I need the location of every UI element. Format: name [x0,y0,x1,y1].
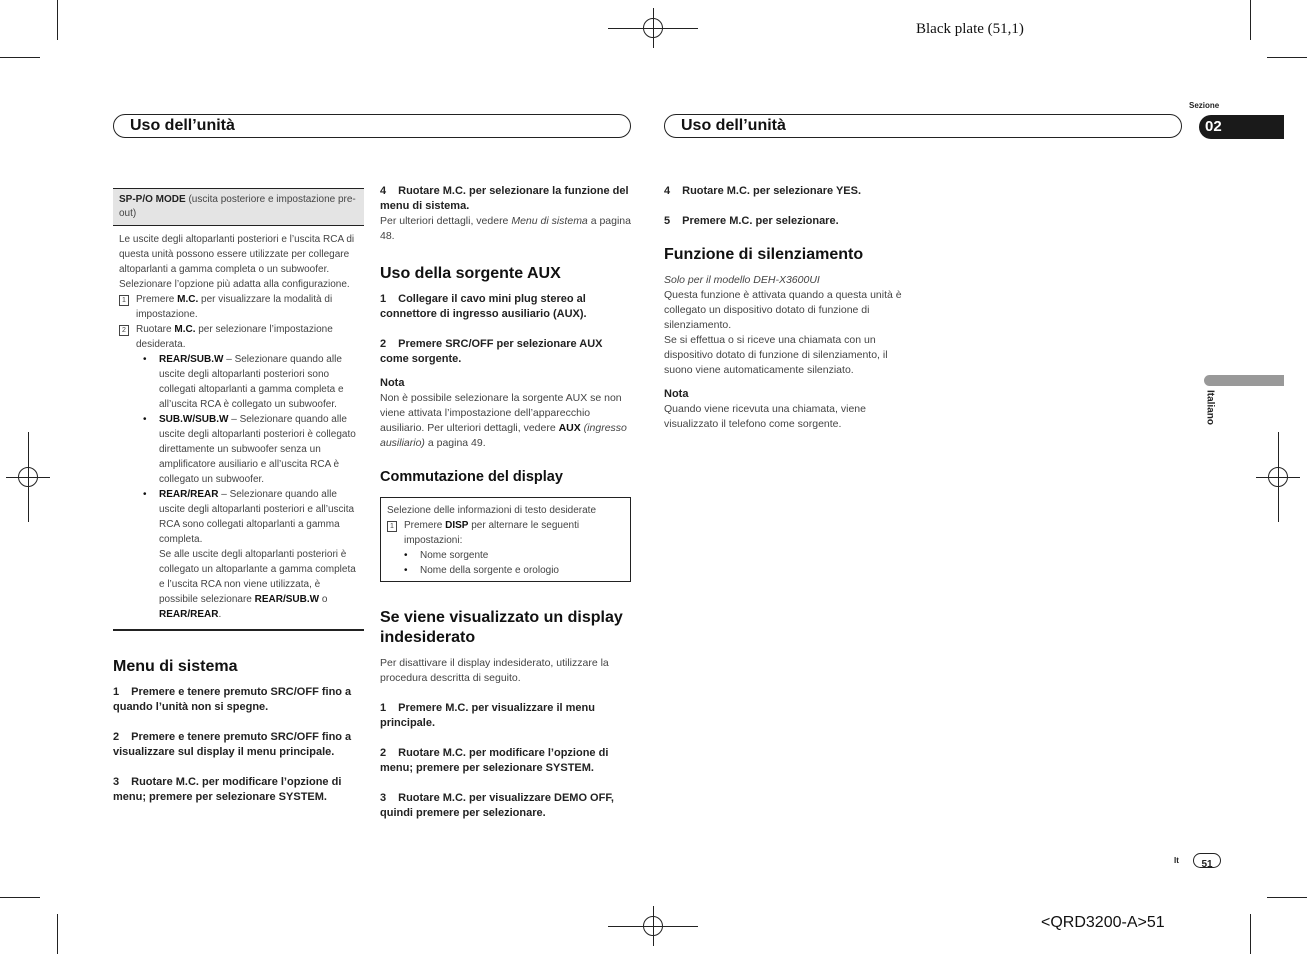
step-number: 2 [380,338,387,350]
step-key: M.C. [174,324,196,335]
step-number: 4 [664,185,671,197]
step-text: Premere SRC/OFF per selezionare AUX come sorgente. [380,338,603,365]
step-text: Premere [404,520,446,531]
option-extra-text: o [319,594,328,605]
menu-step [664,184,916,199]
crop-mark [0,897,40,898]
step-text: Premere e tenere premuto SRC/OFF fino a quando l’unità non si spegne. [113,686,352,713]
column-2 [380,184,631,836]
aux-step [380,292,631,322]
unwanted-display-title: Se viene visualizzato un display indesiderato [380,609,623,646]
sp-po-mode-box [113,188,364,631]
aux-step [380,337,631,367]
aux-section-title: Uso della sorgente AUX [380,265,561,282]
list-item [387,518,624,548]
reference-text-part: Per ulteriori dettagli, vedere [380,215,512,227]
display-section-title: Commutazione del display [380,469,563,485]
menu-step [113,730,364,760]
step-number: 1 [113,686,120,698]
registration-circle-left [18,467,38,487]
step-number: 1 [387,521,397,532]
note-key: AUX [558,422,581,434]
crop-mark [1250,0,1251,40]
step-number: 2 [380,747,387,759]
language-tab [1204,375,1284,386]
list-item: • Nome sorgente [404,550,489,561]
option-text: – Selezionare quando alle uscite degli altoparlanti posteriori e all’uscita RCA sono collegati altoparlanti a gamma completa. [159,489,355,545]
note-text-part: a pagina 49. [424,437,486,449]
list-item: • REAR/SUB.W – Selezionare quando alle uscite degli altoparlanti posteriori sono collegati altoparlanti a gamma completa e all’uscita RCA è collegato un subwoofer. [143,354,344,410]
step-key: DISP [445,520,469,531]
step-text: Premere e tenere premuto SRC/OFF fino a visualizzare sul display il menu principale. [113,731,352,758]
step-text: per visualizzare la modalità di impostazione. [136,294,333,320]
page-lang: It [1174,856,1179,865]
step-number: 3 [113,776,120,788]
unwanted-step [380,701,631,731]
option-name: REAR/SUB.W [159,354,224,365]
sp-po-mode-intro: Le uscite degli altoparlanti posteriori e l’uscita RCA di questa unità possono essere utilizzate per collegare altoparlanti a gamma completa o un subwoofer. Selezionare l’opzione più adatta alla configurazione. [119,234,355,290]
option-name: SUB.W/SUB.W [159,414,229,425]
language-label: Italiano [1204,389,1216,425]
list-item: • SUB.W/SUB.W – Selezionare quando alle uscite degli altoparlanti posteriori è collegato direttamente un subwoofer senza un amplificatore ausiliario e all’uscita RCA è collegato un subwoofer. [143,414,356,485]
step-text: Ruotare M.C. per modificare l’opzione di menu; premere per selezionare SYSTEM. [380,747,609,774]
list-item: • REAR/REAR – Selezionare quando alle uscite degli altoparlanti posteriori e all’uscita RCA sono collegati altoparlanti a gamma completa. Se alle uscite degli altoparlanti posteriori è collegato un altoparlante a gamma completa e l’uscita RCA non viene utilizzata, è possibile selezionare REAR/SUB.W o REAR/REAR. [143,489,356,620]
list-item: • Nome della sorgente e orologio [404,565,559,576]
column-3 [664,184,916,432]
header-title-right: Uso dell’unità [664,114,1182,138]
crop-mark [0,57,40,58]
step-text: Ruotare M.C. per selezionare la funzione del menu di sistema. [380,185,629,212]
step-text: Ruotare M.C. per visualizzare DEMO OFF, quindi premere per selezionare. [380,792,614,819]
step-number: 5 [664,215,671,227]
note-text: Quando viene ricevuta una chiamata, viene visualizzato il telefono come sorgente. [664,403,866,430]
display-info-box [380,497,631,582]
option-text: – Selezionare quando alle uscite degli altoparlanti posteriori sono collegati altoparlanti a gamma completa e all’uscita RCA è collegato un subwoofer. [159,354,344,410]
note-title: Nota [380,377,405,389]
column-1 [113,188,364,820]
display-box-heading: Selezione delle informazioni di testo desiderate [387,505,597,516]
header-title-left: Uso dell’unità [113,114,631,138]
option-name: REAR/REAR [159,489,219,500]
page-number-badge [1193,853,1221,868]
reference-link: Menu di sistema [511,215,588,227]
note-link: (ingresso ausiliario) [380,422,627,449]
step-text: Premere M.C. per visualizzare il menu principale. [380,702,595,729]
box-divider [113,629,364,630]
unwanted-display-intro: Per disattivare il display indesiderato, utilizzare la procedura descritta di seguito. [380,657,609,684]
crop-mark [1250,914,1251,954]
crop-mark [1267,897,1307,898]
list-item-text: Nome della sorgente e orologio [420,565,559,576]
sp-po-mode-label: SP-P/O MODE [119,194,186,205]
section-number: 02 [1205,118,1222,135]
menu-section-title: Menu di sistema [113,658,238,675]
sp-po-mode-description: (uscita posteriore e impostazione pre-out) [119,194,356,219]
mute-model-note: Solo per il modello DEH-X3600UI [664,274,820,286]
step-text: Ruotare M.C. per modificare l’opzione di menu; premere per selezionare SYSTEM. [113,776,342,803]
reference-text-part: a pagina 48. [380,215,631,242]
step-text: Premere [136,294,178,305]
registration-circle-right [1268,467,1288,487]
crop-mark [57,914,58,954]
section-number-badge [1199,115,1284,139]
step-number: 2 [113,731,120,743]
list-item [119,322,358,352]
mute-section-title: Funzione di silenziamento [664,246,864,263]
step-number: 4 [380,185,387,197]
section-label: Sezione [1189,101,1220,110]
menu-step [380,184,631,214]
crop-mark [57,0,58,40]
note-title: Nota [664,388,689,400]
unwanted-step [380,746,631,776]
step-number: 2 [119,325,129,336]
sp-po-mode-body [113,226,364,626]
plate-label: Black plate (51,1) [916,21,1024,37]
menu-step [113,775,364,805]
step-text: Ruotare M.C. per selezionare YES. [682,185,862,197]
step-number: 3 [380,792,387,804]
note-text-part: Non è possibile selezionare la sorgente AUX se non viene attivata l’impostazione dell’apparecchio ausiliario. Per ulteriori dettagli, vedere [380,392,622,434]
step-text: Ruotare [136,324,175,335]
reference-text [380,214,631,244]
step-number: 1 [119,295,129,306]
step-text: per selezionare l’impostazione desiderata. [136,324,333,350]
note-text [380,391,631,451]
step-text: Premere M.C. per selezionare. [682,215,839,227]
list-item-text: Nome sorgente [420,550,489,561]
list-item [119,292,358,322]
unwanted-step [380,791,631,821]
crop-mark [1267,57,1307,58]
option-name: REAR/REAR [159,609,219,620]
step-number: 1 [380,293,387,305]
menu-step [113,685,364,715]
option-name: REAR/SUB.W [254,594,320,605]
registration-circle-bottom [643,916,663,936]
option-extra-text: . [218,609,222,620]
sp-po-mode-header [113,189,364,226]
step-text: Collegare il cavo mini plug stereo al connettore di ingresso ausiliario (AUX). [380,293,587,320]
page-number: 51 [1201,859,1213,870]
mute-paragraph: Se si effettua o si riceve una chiamata con un dispositivo dotato di funzione di silenziamento, il suono viene automaticamente silenziato. [664,334,888,376]
footer-code: <QRD3200-A>51 [1041,914,1165,931]
mute-paragraph: Questa funzione è attivata quando a questa unità è collegato un dispositivo dotato di funzione di silenziamento. [664,289,902,331]
step-text: per alternare le seguenti impostazioni: [404,520,580,546]
step-key: M.C. [177,294,199,305]
option-extra-text: Se alle uscite degli altoparlanti posteriori è collegato un altoparlante a gamma completa e l’uscita RCA non viene utilizzata, è possibile selezionare [159,549,356,605]
registration-circle-top [643,18,663,38]
menu-step [664,214,916,229]
option-text: – Selezionare quando alle uscite degli altoparlanti posteriori è collegato direttamente un subwoofer senza un amplificatore ausiliario e all’uscita RCA è collegato un subwoofer. [159,414,356,485]
step-number: 1 [380,702,387,714]
